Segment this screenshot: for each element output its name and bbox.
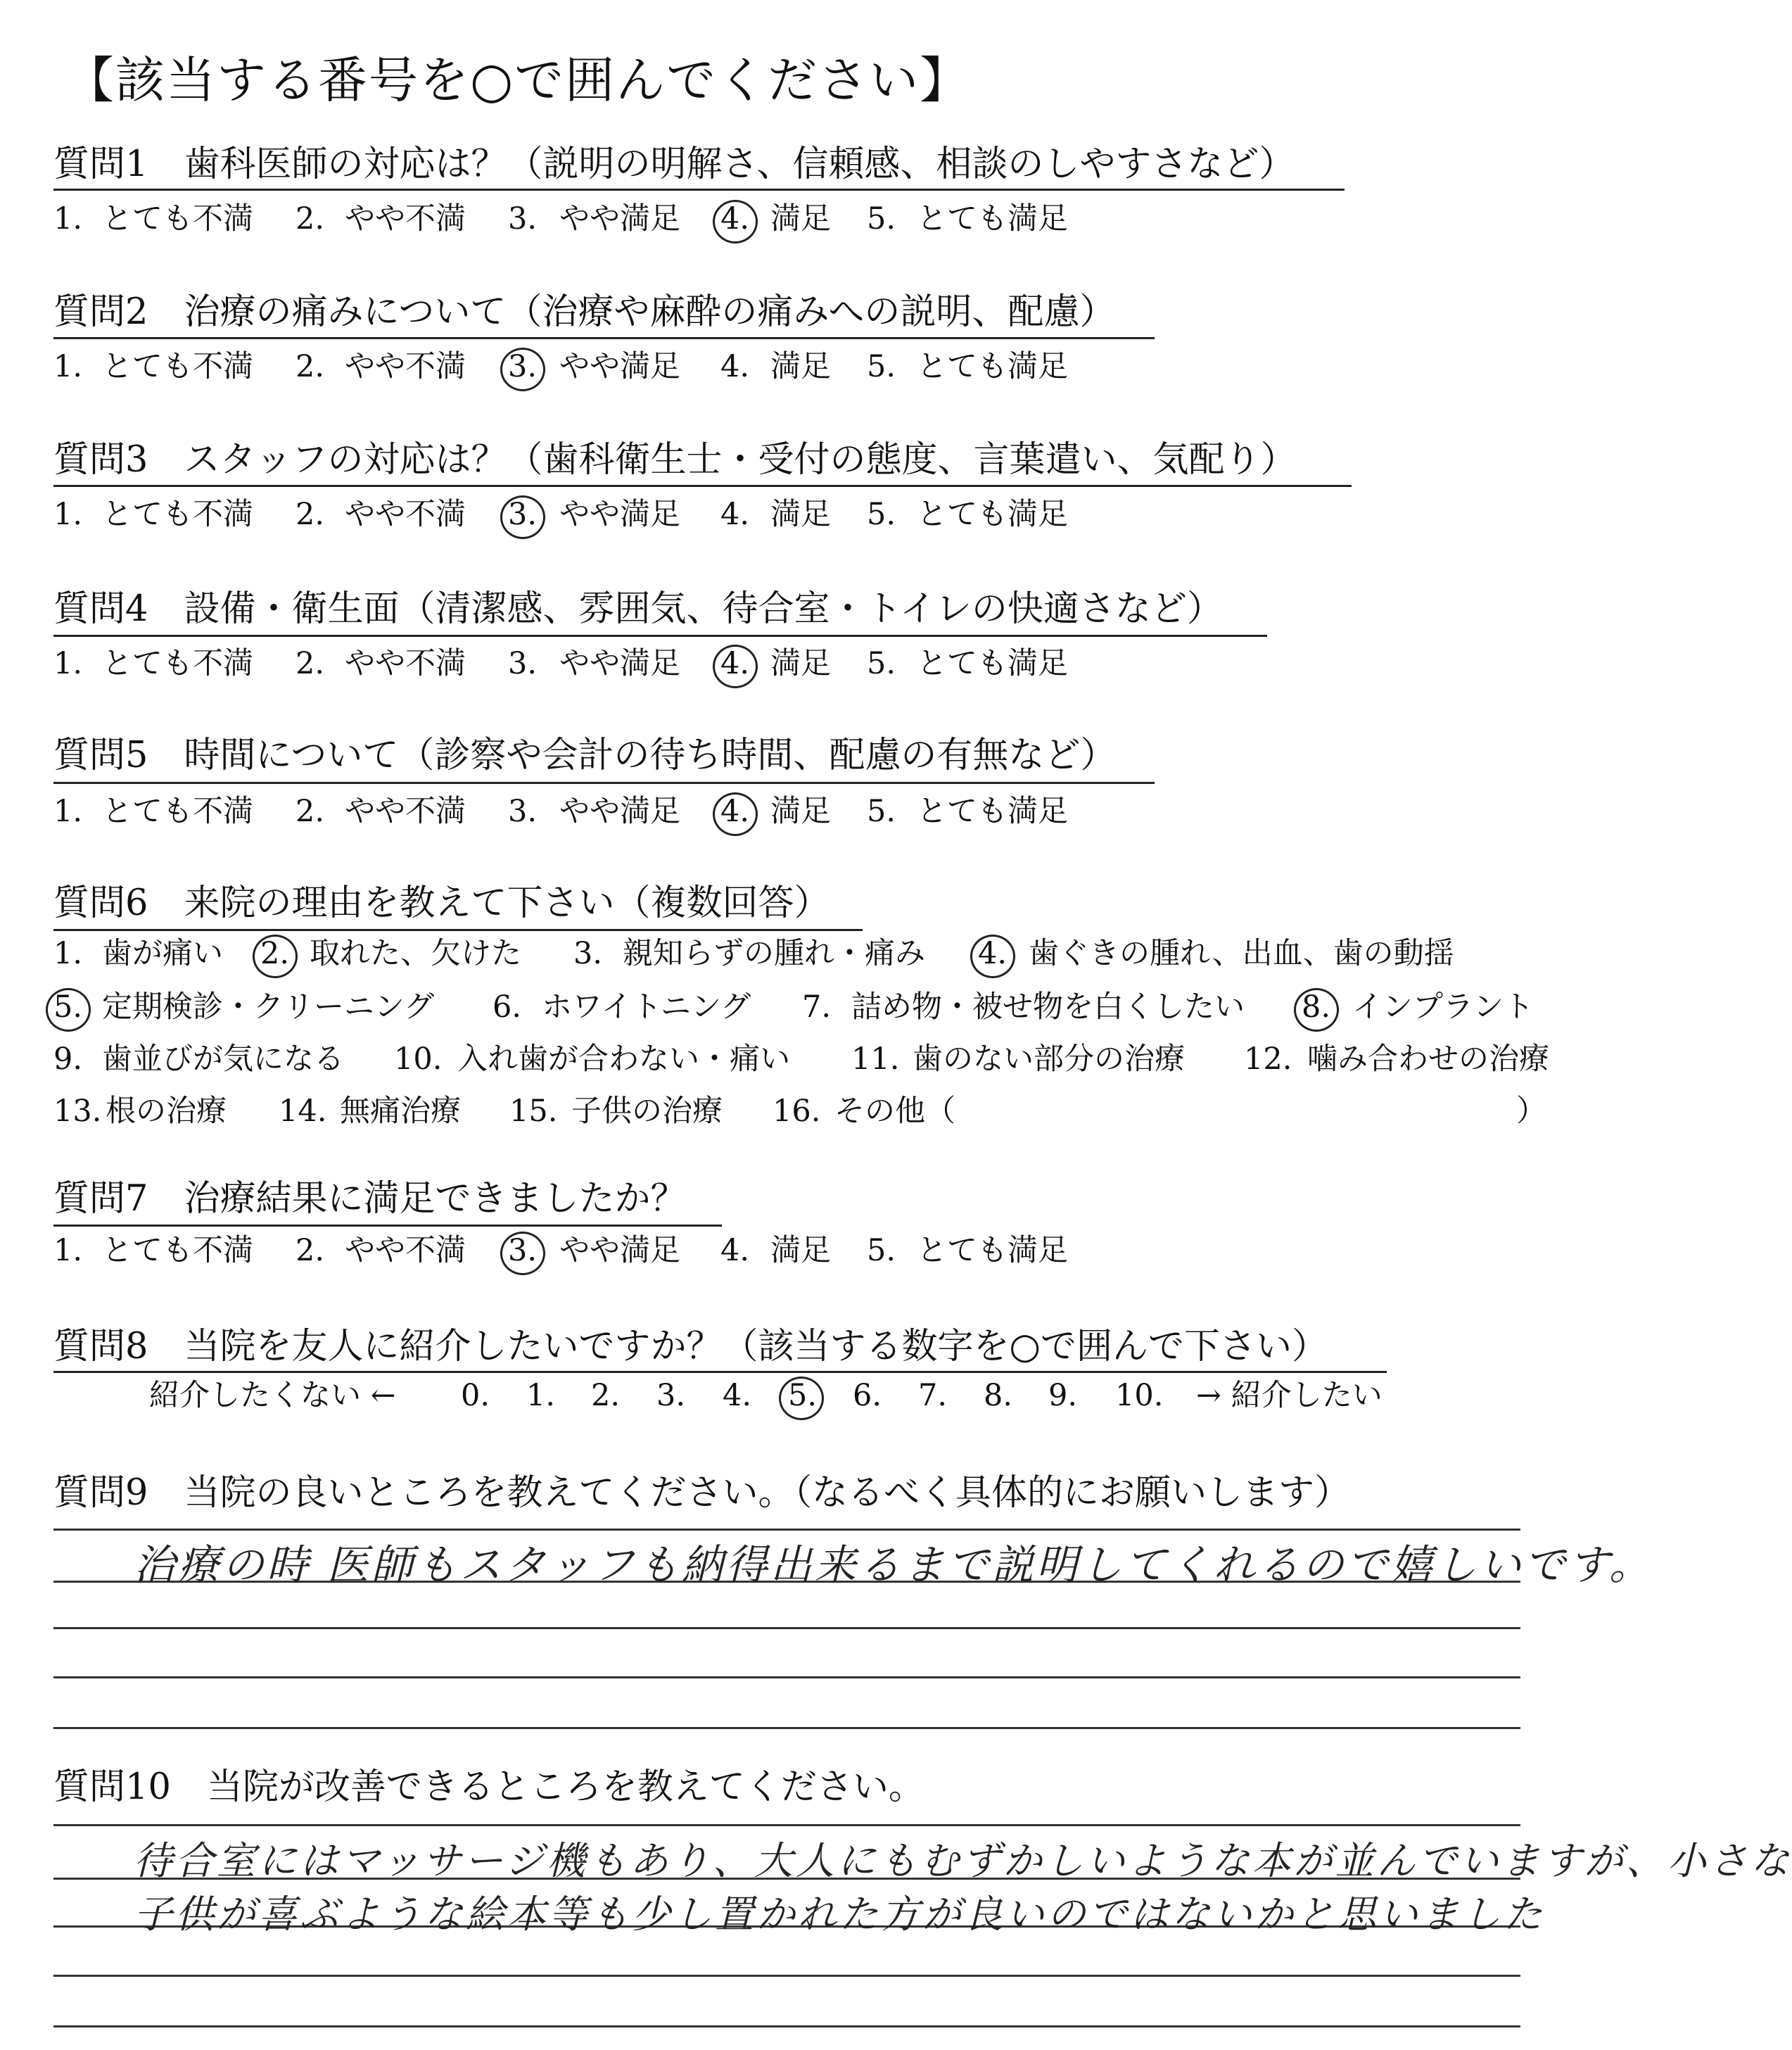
q6-option-number: 8. <box>1302 989 1331 1025</box>
q6-option-label: ホワイトニング <box>542 989 751 1025</box>
scale-option-number: 5. <box>867 794 896 829</box>
scale-option-number: 3. <box>508 794 538 829</box>
q8-number: 2. <box>591 1378 621 1413</box>
scale-option-number: 2. <box>296 646 325 681</box>
scale-option-number: 4. <box>720 1233 750 1268</box>
q6-option-number: 7. <box>802 989 832 1025</box>
scale-option-label: やや不満 <box>345 1233 466 1268</box>
q6-option-number: 5. <box>53 989 83 1025</box>
scale-option-label: 満足 <box>770 794 831 829</box>
scale-option-label: やや不満 <box>345 201 466 236</box>
question-8-title: 質問8 当院を友人に紹介したいですか？（該当する数字を○で囲んで下さい） <box>53 1326 1328 1367</box>
scale-option-number: 5. <box>867 349 896 384</box>
scale-option-label: とても満足 <box>917 794 1068 829</box>
q8-number: 5. <box>788 1378 818 1413</box>
question-6-underline <box>53 929 863 931</box>
q6-option-label: 噛み合わせの治療 <box>1307 1042 1549 1077</box>
q6-option-label: 根の治療 <box>106 1094 227 1129</box>
q6-option-label: 歯並びが気になる <box>102 1042 344 1077</box>
scale-option-label: やや満足 <box>559 497 680 532</box>
q6-option-number: 16. <box>773 1094 821 1129</box>
q8-number: 10. <box>1115 1378 1164 1413</box>
scale-option-number: 1. <box>53 794 83 829</box>
scale-option-number: 3. <box>508 349 538 384</box>
scale-option-number: 4. <box>720 646 750 681</box>
scale-option-number: 1. <box>53 1233 83 1268</box>
scale-option-number: 2. <box>296 794 325 829</box>
q6-selected-circle <box>1294 988 1339 1032</box>
q9-answer-line <box>53 1627 1520 1629</box>
scale-option-label: やや満足 <box>559 201 680 236</box>
q9-answer-line <box>53 1529 1520 1531</box>
scale-option-label: やや満足 <box>559 794 680 829</box>
scale-option-number: 4. <box>720 349 750 384</box>
selected-answer-circle <box>713 200 758 243</box>
question-3-underline <box>53 485 1352 487</box>
scale-option-number: 2. <box>296 349 325 384</box>
q9-answer-line <box>53 1727 1520 1729</box>
scale-option-label: とても満足 <box>917 646 1068 681</box>
question-1-title: 質問1 歯科医師の対応は？（説明の明解さ、信頼感、相談のしやすさなど） <box>53 144 1295 185</box>
scale-option-number: 2. <box>296 1233 325 1268</box>
q8-number: 8. <box>984 1378 1013 1413</box>
scale-option-label: 満足 <box>770 201 831 236</box>
q8-right-label: → 紹介したい <box>1196 1378 1383 1413</box>
scale-option-number: 4. <box>720 497 750 532</box>
selected-answer-circle <box>713 792 758 836</box>
q6-selected-circle <box>253 935 298 978</box>
q6-option-number: 6. <box>493 989 522 1025</box>
q6-option-label: 取れた、欠けた <box>310 936 521 971</box>
scale-option-label: 満足 <box>770 1233 831 1268</box>
scale-option-number: 1. <box>53 349 83 384</box>
q6-option-number: 12. <box>1244 1042 1292 1077</box>
q6-option-label: 詰め物・被せ物を白くしたい <box>851 989 1245 1025</box>
scale-option-label: やや不満 <box>345 497 466 532</box>
q6-selected-circle <box>46 988 91 1032</box>
scale-option-number: 5. <box>867 1233 896 1268</box>
scale-option-label: やや満足 <box>559 1233 680 1268</box>
scale-option-label: とても不満 <box>102 646 253 681</box>
scale-option-number: 3. <box>508 497 538 532</box>
q8-number: 4. <box>723 1378 752 1413</box>
scale-option-number: 3. <box>508 201 538 236</box>
scale-option-label: とても満足 <box>917 201 1068 236</box>
q8-left-label: 紹介したくない ← <box>149 1378 396 1413</box>
q6-option-label: 歯ぐきの腫れ、出血、歯の動揺 <box>1029 936 1454 971</box>
selected-answer-circle <box>500 348 545 391</box>
scale-option-number: 5. <box>867 201 896 236</box>
q6-option-number: 15. <box>509 1094 558 1129</box>
question-8-underline <box>53 1371 1387 1373</box>
question-1-underline <box>53 189 1345 191</box>
q10-answer-line <box>53 1824 1520 1826</box>
scale-option-label: 満足 <box>770 497 831 532</box>
q6-option-label: 歯が痛い <box>102 936 223 971</box>
scale-option-number: 3. <box>508 646 538 681</box>
scale-option-number: 5. <box>867 497 896 532</box>
scale-option-number: 2. <box>296 497 325 532</box>
q9-answer-line <box>53 1676 1520 1678</box>
scale-option-label: 満足 <box>770 349 831 384</box>
scale-option-number: 1. <box>53 646 83 681</box>
q8-selected-circle <box>779 1377 824 1420</box>
q6-option-number: 1. <box>53 936 83 971</box>
q10-answer-line <box>53 1975 1520 1977</box>
q8-number: 6. <box>853 1378 882 1413</box>
scale-option-label: やや満足 <box>559 349 680 384</box>
scale-option-label: とても不満 <box>102 349 253 384</box>
q8-number: 1. <box>526 1378 556 1413</box>
question-9-title: 質問9 当院の良いところを教えてください。（なるべく具体的にお願いします） <box>53 1472 1350 1514</box>
scale-option-number: 1. <box>53 201 83 236</box>
selected-answer-circle <box>500 1232 545 1275</box>
question-2-title: 質問2 治療の痛みについて（治療や麻酔の痛みへの説明、配慮） <box>53 291 1116 333</box>
q6-option-number: 4. <box>978 936 1008 971</box>
question-5-underline <box>53 782 1155 784</box>
q10-handwritten-answer-line-1: 待合室にはマッサージ機もあり、大人にもむずかしいような本が並んでいますが、小さな <box>134 1838 1792 1883</box>
q8-number: 9. <box>1048 1378 1078 1413</box>
scale-option-label: とても不満 <box>102 1233 253 1268</box>
scale-option-label: とても不満 <box>102 794 253 829</box>
question-4-underline <box>53 635 1267 637</box>
q6-option-label: インプラント <box>1352 989 1534 1025</box>
q9-handwritten-answer: 治療の時 医師もスタッフも納得出来るまで説明してくれるので嬉しいです。 <box>134 1540 1654 1589</box>
scale-option-number: 4. <box>720 201 750 236</box>
q6-option-label: 入れ歯が合わない・痛い <box>457 1042 790 1077</box>
q6-selected-circle <box>970 935 1015 978</box>
q8-number: 0. <box>461 1378 490 1413</box>
q6-option-label: 子供の治療 <box>571 1094 723 1129</box>
question-10-title: 質問10 当院が改善できるところを教えてください。 <box>53 1766 924 1808</box>
question-7-underline <box>53 1225 722 1227</box>
scale-option-label: やや不満 <box>345 349 466 384</box>
scale-option-label: とても満足 <box>917 349 1068 384</box>
form-instruction-header: 【該当する番号を○で囲んでください】 <box>65 51 971 109</box>
q6-option-number: 9. <box>53 1042 83 1077</box>
q6-option-number: 11. <box>851 1042 900 1077</box>
q6-option-number: 3. <box>573 936 603 971</box>
selected-answer-circle <box>713 645 758 688</box>
question-7-title: 質問7 治療結果に満足できましたか？ <box>53 1178 687 1220</box>
scale-option-number: 3. <box>508 1233 538 1268</box>
scale-option-label: やや満足 <box>559 646 680 681</box>
scale-option-number: 1. <box>53 497 83 532</box>
q6-option-label: 定期検診・クリーニング <box>102 989 435 1025</box>
q6-option-label: 親知らずの腫れ・痛み <box>623 936 925 971</box>
scale-option-number: 5. <box>867 646 896 681</box>
question-4-title: 質問4 設備・衛生面（清潔感、雰囲気、待合室・トイレの快適さなど） <box>53 588 1223 630</box>
q6-option-label: 歯のない部分の治療 <box>913 1042 1185 1077</box>
question-2-underline <box>53 337 1155 339</box>
question-3-title: 質問3 スタッフの対応は？（歯科衛生士・受付の態度、言葉遣い、気配り） <box>53 439 1297 481</box>
scale-option-label: とても満足 <box>917 497 1068 532</box>
scale-option-number: 4. <box>720 794 750 829</box>
scale-option-label: とても不満 <box>102 201 253 236</box>
q6-option-number: 2. <box>260 936 290 971</box>
q6-option-number: 14. <box>279 1094 327 1129</box>
scale-option-label: やや不満 <box>345 794 466 829</box>
scale-option-label: 満足 <box>770 646 831 681</box>
scale-option-label: とても不満 <box>102 497 253 532</box>
q6-option-label: 無痛治療 <box>340 1094 461 1129</box>
scale-option-number: 2. <box>296 201 325 236</box>
scale-option-label: とても満足 <box>917 1233 1068 1268</box>
q8-number: 3. <box>656 1378 686 1413</box>
q6-option-number: 13. <box>53 1094 102 1129</box>
selected-answer-circle <box>500 495 545 539</box>
q6-option-number: 10. <box>394 1042 443 1077</box>
question-6-title: 質問6 来院の理由を教えて下さい（複数回答） <box>53 882 830 924</box>
q6-option-label: その他（ <box>834 1094 955 1129</box>
q10-answer-line <box>53 2025 1520 2027</box>
q8-number: 7. <box>918 1378 948 1413</box>
q6-other-close-paren: ） <box>1516 1094 1546 1129</box>
scale-option-label: やや不満 <box>345 646 466 681</box>
question-5-title: 質問5 時間について（診察や会計の待ち時間、配慮の有無など） <box>53 735 1117 776</box>
q10-handwritten-answer-line-2: 子供が喜ぶような絵本等も少し置かれた方が良いのではないかと思いました <box>134 1892 1546 1937</box>
